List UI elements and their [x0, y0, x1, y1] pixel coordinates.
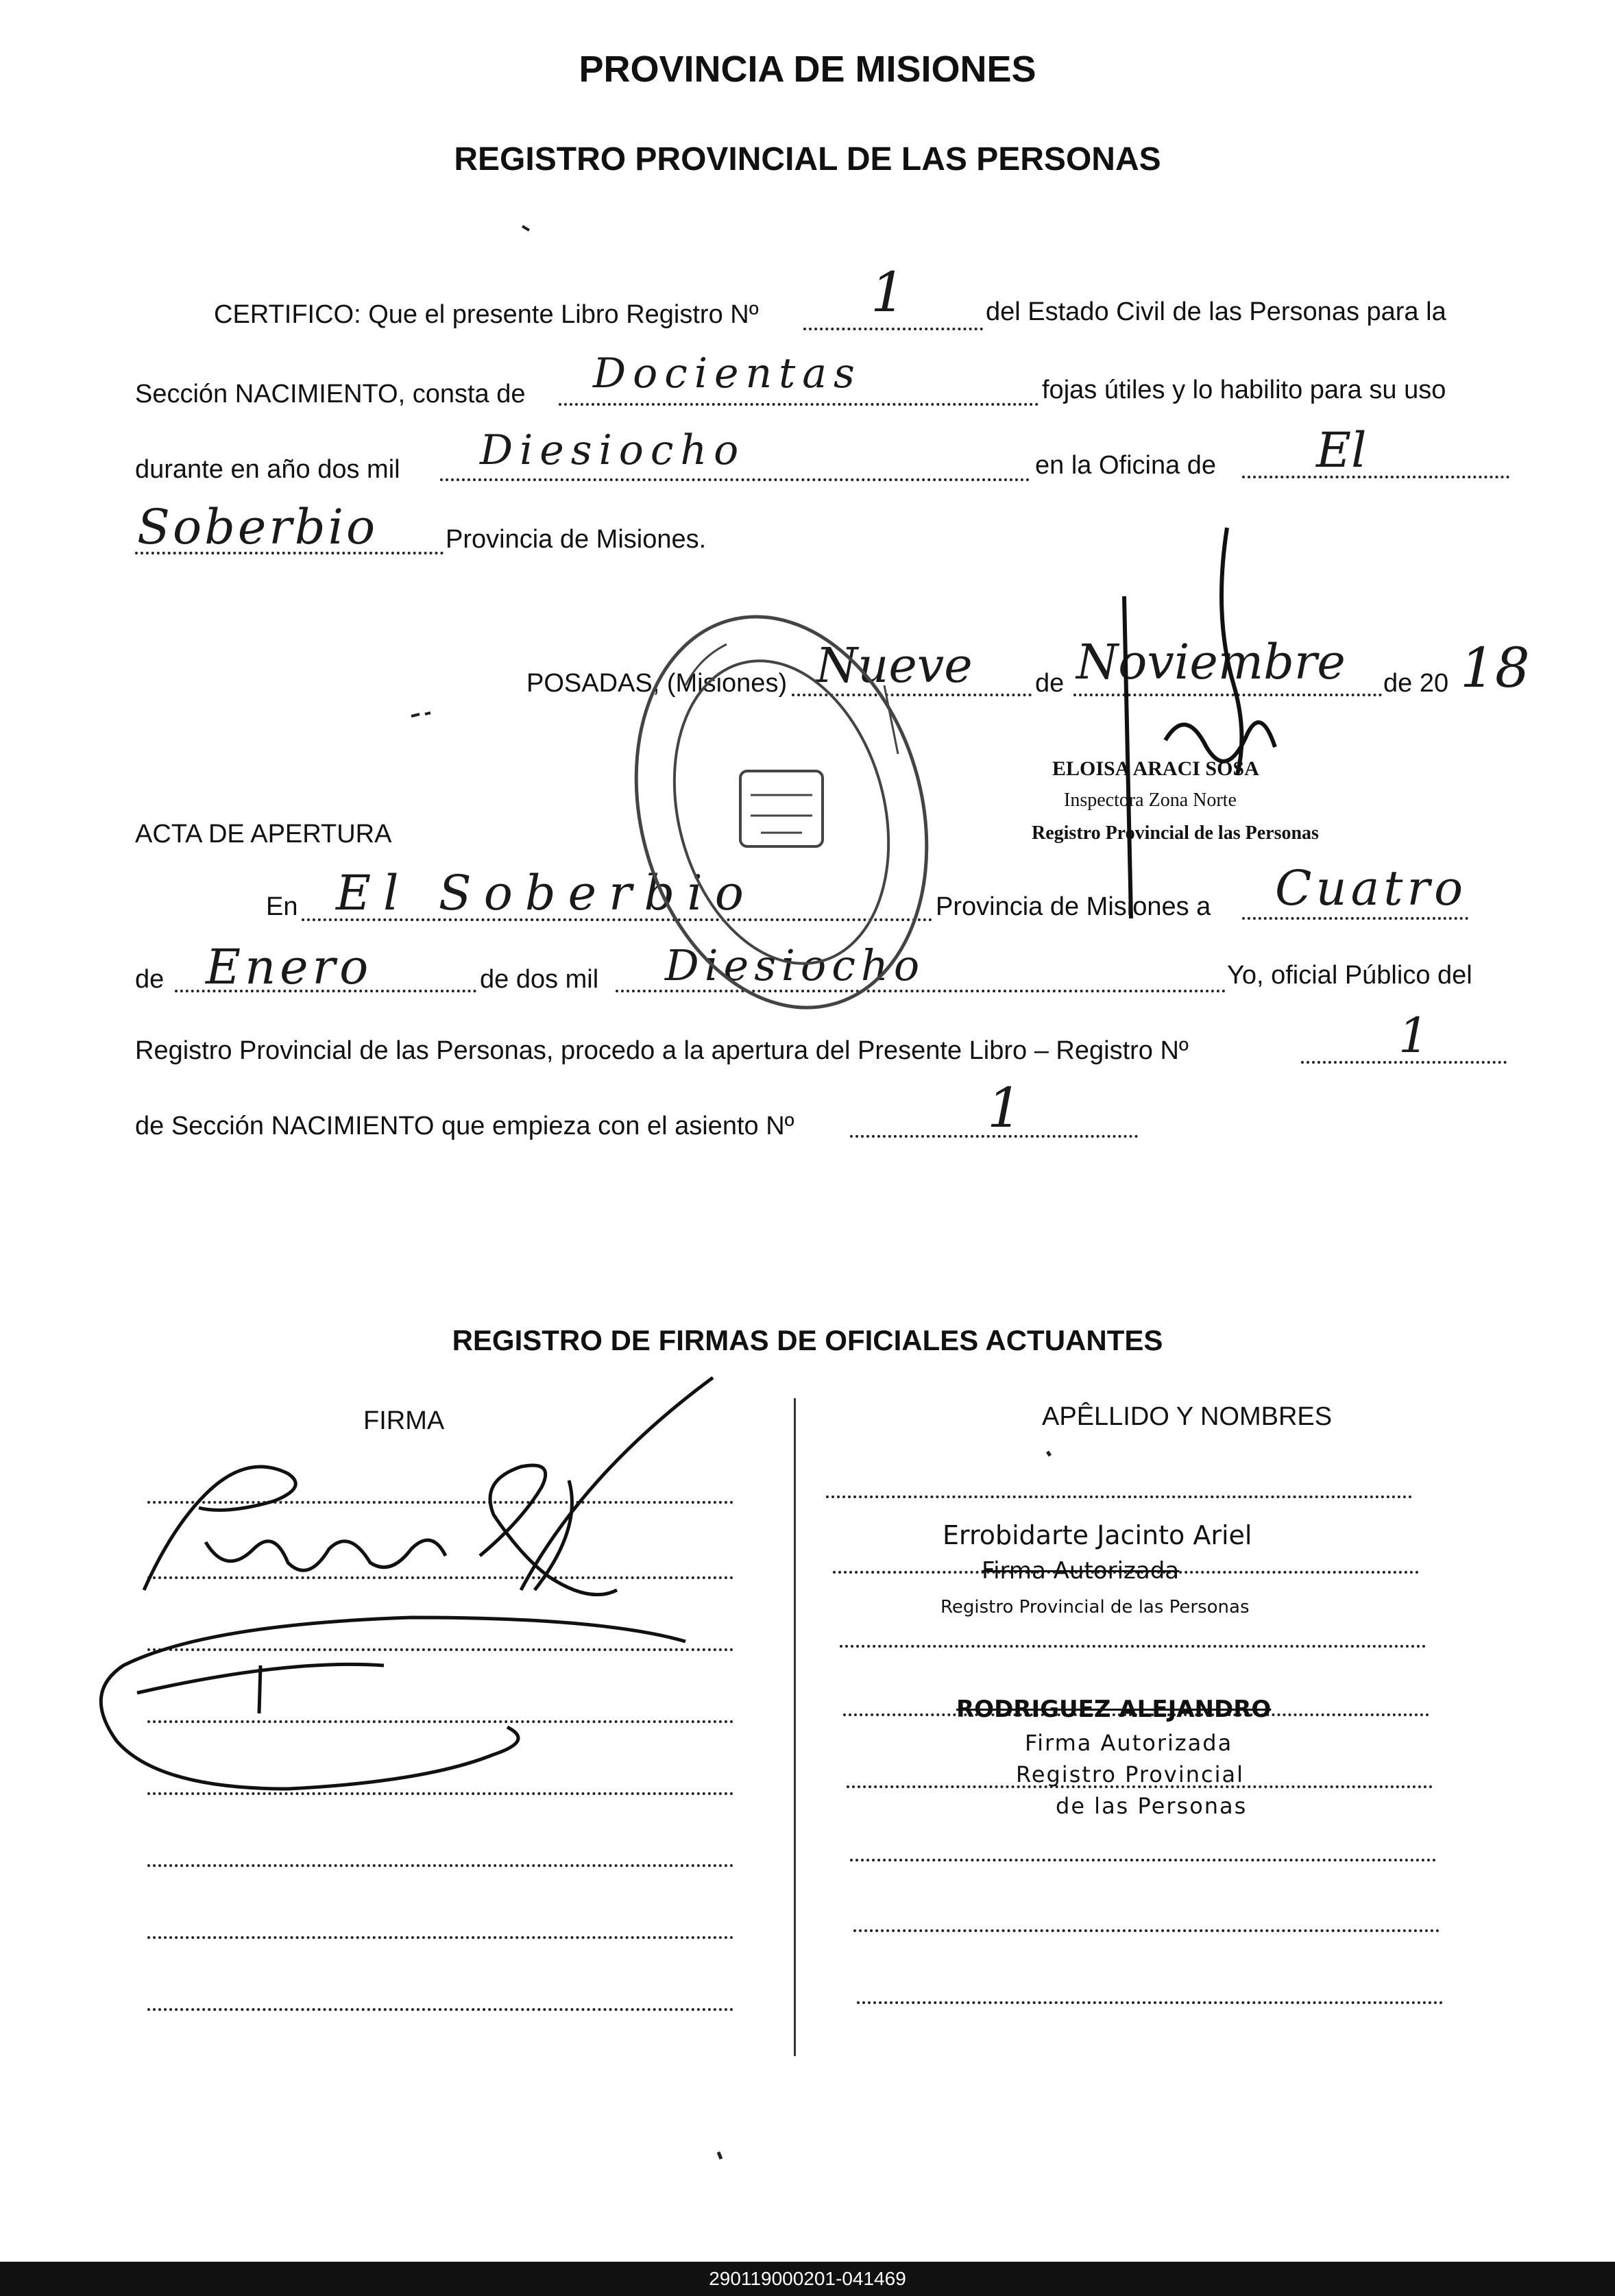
handwritten-book-number: 1	[871, 260, 906, 324]
acta-title: ACTA DE APERTURA	[135, 820, 392, 848]
official1-role: Firma Autorizada	[982, 1557, 1180, 1585]
official1-org: Registro Provincial de las Personas	[940, 1597, 1250, 1617]
acta-line3: de Sección NACIMIENTO que empieza con el asiento Nº	[135, 1112, 794, 1140]
speck-mark	[1047, 1452, 1050, 1456]
name-row	[850, 1859, 1436, 1861]
signature-row	[147, 1576, 733, 1579]
signatures-title: REGISTRO DE FIRMAS DE OFICIALES ACTUANTES	[452, 1324, 1163, 1356]
official2-role: Firma Autorizada	[1025, 1730, 1233, 1756]
date-de: de	[1035, 669, 1065, 698]
acta-line2: Registro Provincial de las Personas, procedo a la apertura del Presente Libro – Registro Nº	[135, 1036, 1189, 1065]
dotted-line	[803, 328, 983, 330]
official2-name: RODRIGUEZ ALEJANDRO	[956, 1696, 1272, 1723]
inspector-org: Registro Provincial de las Personas	[1032, 822, 1319, 844]
handwritten-acta-place: El Soberbio	[336, 865, 756, 921]
registry-title: REGISTRO PROVINCIAL DE LAS PERSONAS	[454, 141, 1161, 178]
dotted-line	[1073, 694, 1382, 696]
official1-name: Errobidarte Jacinto Ariel	[943, 1520, 1252, 1550]
signature-row	[147, 1720, 733, 1723]
cert-line4: Provincia de Misiones.	[446, 525, 707, 554]
dotted-line	[792, 694, 1032, 696]
cert-line2-a: Sección NACIMIENTO, consta de	[135, 380, 526, 408]
place-posadas: POSADAS, (Misiones)	[526, 669, 788, 698]
inspector-role: Inspectora Zona Norte	[1064, 790, 1237, 811]
cert-line3-b: en la Oficina de	[1035, 451, 1217, 480]
col-apellido-nombres: APÊLLIDO Y NOMBRES	[1042, 1402, 1333, 1431]
province-title: PROVINCIA DE MISIONES	[579, 49, 1036, 90]
inspector-signature	[1124, 528, 1275, 918]
handwritten-acta-day: Cuatro	[1275, 860, 1468, 916]
dotted-line	[1242, 476, 1509, 478]
official2-org1: Registro Provincial	[1016, 1761, 1244, 1787]
speck-mark	[411, 713, 430, 716]
handwritten-pages: Docientas	[593, 350, 862, 398]
cert-line1-b: del Estado Civil de las Personas para la	[986, 297, 1446, 326]
dotted-line	[559, 403, 1039, 406]
speck-mark	[522, 226, 529, 230]
footer-code: 290119000201-041469	[0, 2262, 1615, 2296]
cert-line1-a: CERTIFICO: Que el presente Libro Registro Nº	[214, 300, 759, 329]
inspector-name: ELOISA ARACI SOSA	[1052, 757, 1259, 780]
name-row	[826, 1495, 1412, 1498]
cert-line3-a: durante en año dos mil	[135, 455, 400, 484]
handwritten-day: Nueve	[816, 637, 973, 694]
handwritten-acta-month: Enero	[206, 939, 373, 995]
signature-row	[147, 2008, 733, 2011]
handwritten-acta-year: Diesiocho	[665, 940, 925, 990]
signature-row	[147, 1792, 733, 1795]
handwritten-office-part1: El	[1316, 422, 1367, 478]
dotted-line	[1242, 917, 1468, 920]
handwritten-entry-number: 1	[987, 1076, 1022, 1140]
signature-row	[147, 1864, 733, 1867]
acta-de: de	[135, 965, 165, 994]
name-row	[853, 1929, 1440, 1932]
handwritten-office-part2: Soberbio	[137, 499, 378, 555]
acta-dos-mil: de dos mil	[480, 965, 599, 994]
handwritten-acta-book-number: 1	[1398, 1007, 1429, 1064]
name-row	[840, 1645, 1426, 1648]
cert-line2-b: fojas útiles y lo habilito para su uso	[1042, 376, 1446, 404]
name-row	[857, 2001, 1443, 2004]
handwritten-signature-2	[101, 1617, 685, 1789]
official2-org2: de las Personas	[1056, 1793, 1248, 1819]
acta-en: En	[266, 892, 298, 921]
column-divider	[794, 1398, 796, 2056]
speck-mark	[718, 2152, 721, 2159]
signature-row	[147, 1501, 733, 1504]
acta-prov: Provincia de Misiones a	[936, 892, 1211, 921]
handwritten-month: Noviembre	[1076, 634, 1346, 690]
dotted-line	[440, 478, 1030, 481]
handwritten-year-suffix: 18	[1460, 636, 1530, 700]
handwritten-year: Diesiocho	[480, 426, 746, 474]
col-firma: FIRMA	[363, 1406, 445, 1435]
signature-row	[147, 1936, 733, 1939]
date-year-prefix: de 20	[1383, 669, 1449, 698]
acta-yo: Yo, oficial Público del	[1227, 961, 1472, 990]
signature-row	[147, 1648, 733, 1651]
